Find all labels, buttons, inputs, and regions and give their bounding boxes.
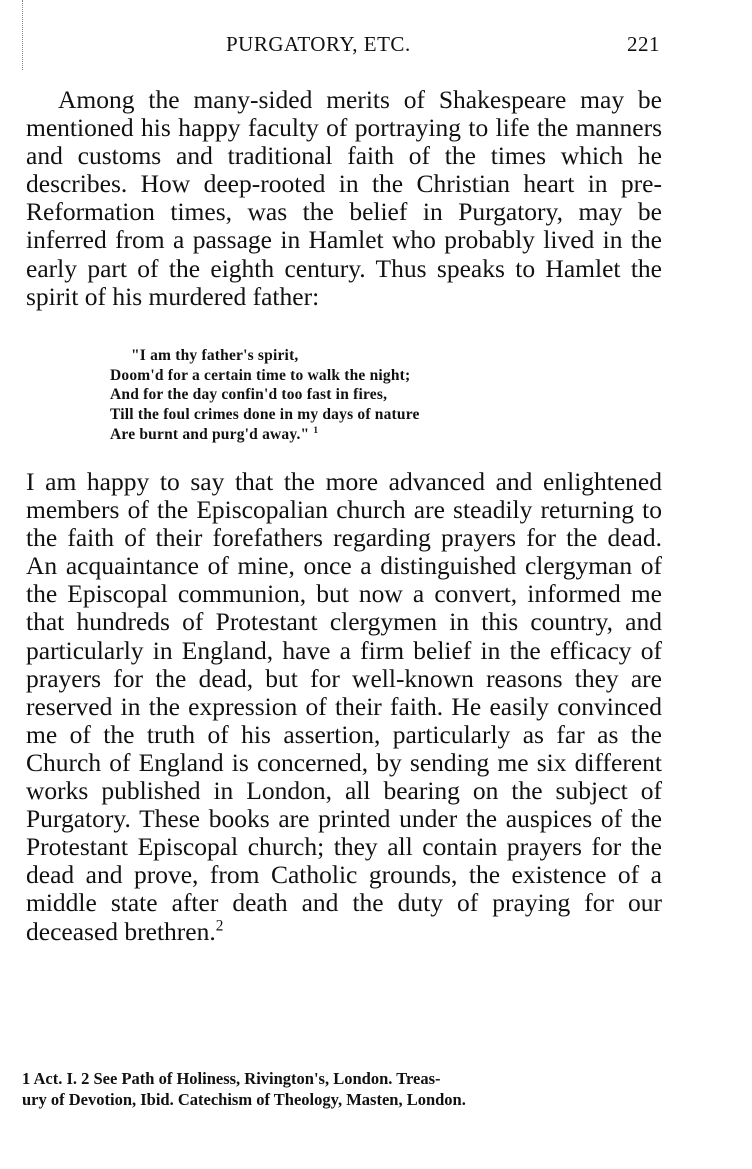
page-number: 221	[627, 32, 660, 56]
footnote-ref-2: 2	[215, 917, 224, 934]
quote-line-4: Till the foul crimes done in my days of nature	[110, 406, 420, 424]
footnote-line-1: 1 Act. I. 2 See Path of Holiness, Rivington's, London. Treas-	[22, 1069, 441, 1088]
quote-line-5-wrap	[110, 425, 630, 445]
footnote-ref-1: 1	[313, 425, 319, 436]
quote-line-5: Are burnt and purg'd away."	[110, 425, 310, 443]
running-head: PURGATORY, ETC.	[226, 32, 411, 56]
quote-line-3: And for the day confin'd too fast in fires,	[110, 386, 388, 404]
footnotes	[22, 1069, 662, 1110]
quote-line-1: "I am thy father's spirit,	[131, 347, 299, 364]
paragraph-1: Among the many-sided merits of Shakespeare may be mentioned his happy faculty of portraying to life the manners and customs and traditional faith of the times which he describes. How deep-rooted in the Christian heart in pre-Reformation times, was the belief in Purgatory, may be inferred from a passage in Hamlet who probably lived in the early part of the eighth century. Thus speaks to Hamlet the spirit of his murdered father:	[26, 85, 662, 311]
paragraph-2: I am happy to say that the more advanced and enlightened members of the Episcopalian church are steadily returning to the faith of their forefathers regarding prayers for the dead. An acquaintance of mine, once a distinguished clergyman of the Episcopal communion, but now a convert, informed me that hundreds of Protestant clergymen in this country, and particularly in England, have a firm belief in the efficacy of prayers for the dead, but for well-known reasons they are reserved in the expression of their faith. He easily convinced me of the truth of his assertion, particularly as far as the Church of England is concerned, by sending me six different works published in London, all bearing on the subject of Purgatory. These books are printed under the auspices of the Protestant Episcopal church; they all contain prayers for the dead and prove, from Catholic grounds, the existence of a middle state after death and the duty of praying for our deceased brethren.	[26, 467, 662, 946]
margin-binding-marks	[22, 0, 27, 70]
footnote-line-2: ury of Devotion, Ibid. Catechism of Theology, Masten, London.	[22, 1089, 466, 1109]
page-header	[30, 32, 660, 60]
quote-line-2: Doom'd for a certain time to walk the night;	[110, 366, 411, 384]
hamlet-quote	[110, 346, 630, 445]
paragraph-2-wrap	[26, 468, 662, 946]
